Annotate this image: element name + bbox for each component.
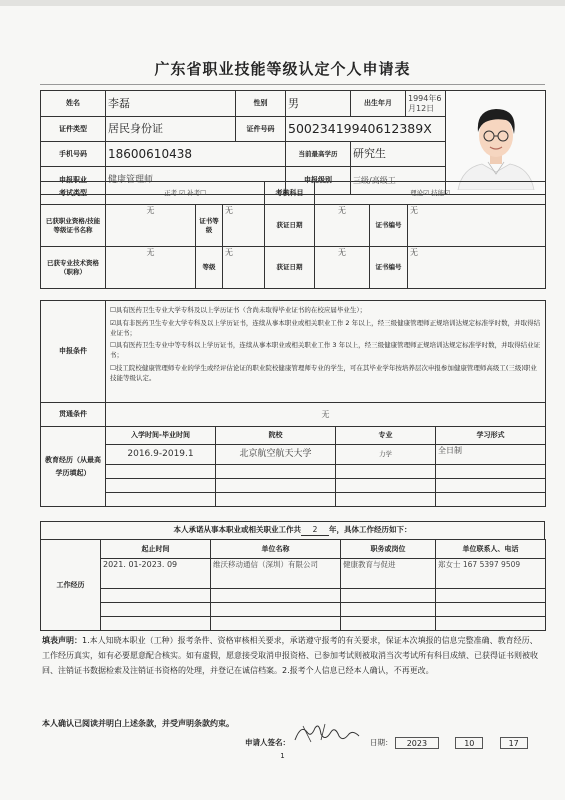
date-month[interactable]: 10 — [455, 737, 483, 749]
value-name: 李磊 — [106, 91, 236, 117]
title-divider — [40, 84, 545, 85]
condition-item[interactable]: ☑具有非医药卫生专业大学专科及以上学历证书，连续从事本职业或相关职业工作 2 年以上，经三级健康管理师正规培训达规定标准学时数，并取得结业证书； — [110, 318, 541, 337]
value-cert-held: 无 — [106, 205, 196, 247]
sign-label: 申请人签名： — [245, 738, 290, 747]
personal-info-table — [40, 90, 546, 195]
exam-subject-options[interactable]: 理论☑ 技能☑ — [315, 182, 546, 205]
condition-item[interactable]: ☐具有医药卫生专业中等专科以上学历证书，连续从事本职业或相关职业工作 3 年以上，经三级健康管理师正规培训达规定标准学时数，并取得结业证书； — [110, 341, 541, 359]
label-prof-title: 已获专业技术资格（职称） — [41, 247, 106, 289]
exam-type-options[interactable]: 正考 ☑ 补考☐ — [106, 182, 265, 205]
date-label: 日期： — [370, 738, 393, 747]
edu-header-time: 入学时间-毕业时间 — [106, 427, 216, 445]
form-title: 广东省职业技能等级认定个人申请表 — [154, 60, 411, 78]
label-exam-type: 考试类型 — [41, 182, 106, 205]
edu-time: 2016.9-2019.1 — [106, 445, 216, 465]
applicant-photo — [448, 92, 544, 190]
table-row — [41, 479, 546, 493]
declaration-label: 填表声明： — [42, 636, 82, 645]
label-prof-level: 等级 — [196, 247, 223, 289]
value-prof-cert-no: 无 — [408, 247, 546, 289]
label-id-no: 证件号码 — [236, 117, 286, 142]
label-through: 贯通条件 — [41, 403, 106, 427]
work-header-time: 起止时间 — [101, 540, 211, 559]
label-conditions: 申报条件 — [41, 301, 106, 403]
label-work-history: 工作经历 — [41, 540, 101, 631]
table-row — [41, 445, 546, 465]
photo-cell — [446, 91, 546, 195]
confirm-statement: 本人确认已阅读并明白上述条款，并受声明条款约束。 — [42, 719, 234, 728]
label-occupation: 申报职业 — [41, 167, 106, 194]
edu-header-form: 学习形式 — [436, 427, 546, 445]
declaration-text: 1.本人知晓本职业（工种）报考条件、资格审核相关要求，承诺遵守报考的有关要求，保证本次填报的信息完整准确、教育经历、工作经历真实，如有必要愿意配合核实。如有虚假，愿意接受取消申报资格、已参加考试则被取消当次考试所有科目成绩、已获得证书则被收回、注销证书数据检索及注销证书资格的处理，并登记在诚信档案。2.报考个人信息已经本人确认，不再更改。 — [42, 636, 538, 676]
work-position: 健康教育与促进 — [341, 559, 436, 589]
date-year[interactable]: 2023 — [395, 737, 439, 749]
work-company: 维沃移动通信（深圳）有限公司 — [211, 559, 341, 589]
value-birth: 1994年6月12日 — [406, 91, 446, 117]
label-birth: 出生年月 — [351, 91, 406, 117]
condition-item[interactable]: ☐技工院校健康管理师专业的学生或经评估论证的职业院校健康管理师专业的学生，可在其毕业学年按培养层次申报参加健康管理师高级工(三级)职业技能等级认定。 — [110, 363, 537, 382]
edu-header-school: 院校 — [216, 427, 336, 445]
table-row — [41, 559, 546, 589]
work-time: 2021. 01-2023. 09 — [101, 559, 211, 589]
label-edu-history: 教育经历（从最高学历填起） — [41, 427, 106, 507]
table-row — [41, 465, 546, 479]
condition-item[interactable]: ☐具有医药卫生专业大学专科及以上学历证书（含尚未取得毕业证书的在校应届毕业生）； — [110, 306, 367, 314]
label-name: 姓名 — [41, 91, 106, 117]
declaration — [42, 633, 542, 679]
work-years: 2 — [301, 525, 329, 535]
conditions-list — [106, 301, 546, 403]
value-cert-level: 无 — [223, 205, 265, 247]
edu-form: 全日制 — [436, 445, 546, 465]
table-row — [41, 617, 546, 631]
value-prof-title: 无 — [106, 247, 196, 289]
value-prof-level: 无 — [223, 247, 265, 289]
label-exam-subject: 考核科目 — [265, 182, 315, 205]
value-occupation: 健康管理师 — [106, 167, 286, 194]
scan-edge — [0, 0, 565, 6]
value-cert-no: 无 — [408, 205, 546, 247]
work-statement: 本人承诺从事本职业或相关职业工作共 2 年，具体工作经历如下： — [41, 522, 545, 540]
label-level: 申报级别 — [286, 167, 351, 194]
label-id-type: 证件类型 — [41, 117, 106, 142]
edu-school: 北京航空航天大学 — [216, 445, 336, 465]
work-header-position: 职务或岗位 — [341, 540, 436, 559]
value-obtain-date: 无 — [315, 205, 370, 247]
label-education: 当前最高学历 — [286, 142, 351, 167]
value-phone: 18600610438 — [106, 142, 286, 167]
label-prof-cert-no: 证书编号 — [370, 247, 408, 289]
work-header-company: 单位名称 — [211, 540, 341, 559]
conditions-table — [40, 300, 546, 507]
label-cert-held: 已获职业资格/技能等级证书名称 — [41, 205, 106, 247]
value-education: 研究生 — [351, 142, 446, 167]
page-number: 1 — [280, 752, 285, 760]
label-gender: 性别 — [236, 91, 286, 117]
value-prof-obtain-date: 无 — [315, 247, 370, 289]
edu-major: 力学 — [336, 445, 436, 465]
value-id-no: 500234199406123​89X — [286, 117, 446, 142]
table-row — [41, 589, 546, 603]
value-level: 三级/高级工 — [351, 167, 446, 194]
label-obtain-date: 获证日期 — [265, 205, 315, 247]
label-cert-no: 证书编号 — [370, 205, 408, 247]
edu-header-major: 专业 — [336, 427, 436, 445]
table-row — [41, 603, 546, 617]
work-contact: 郑女士 167 5397 9509 — [436, 559, 546, 589]
label-prof-obtain-date: 获证日期 — [265, 247, 315, 289]
value-gender: 男 — [286, 91, 351, 117]
date-day[interactable]: 17 — [500, 737, 528, 749]
signature-image — [291, 720, 363, 746]
label-phone: 手机号码 — [41, 142, 106, 167]
date-line — [370, 737, 528, 749]
work-history-table — [40, 539, 546, 631]
work-header-contact: 单位联系人、电话 — [436, 540, 546, 559]
table-row — [41, 493, 546, 507]
value-id-type: 居民身份证 — [106, 117, 236, 142]
work-statement-table — [40, 521, 545, 540]
label-cert-level: 证书等级 — [196, 205, 223, 247]
exam-cert-table — [40, 181, 546, 289]
value-through: 无 — [106, 403, 546, 427]
